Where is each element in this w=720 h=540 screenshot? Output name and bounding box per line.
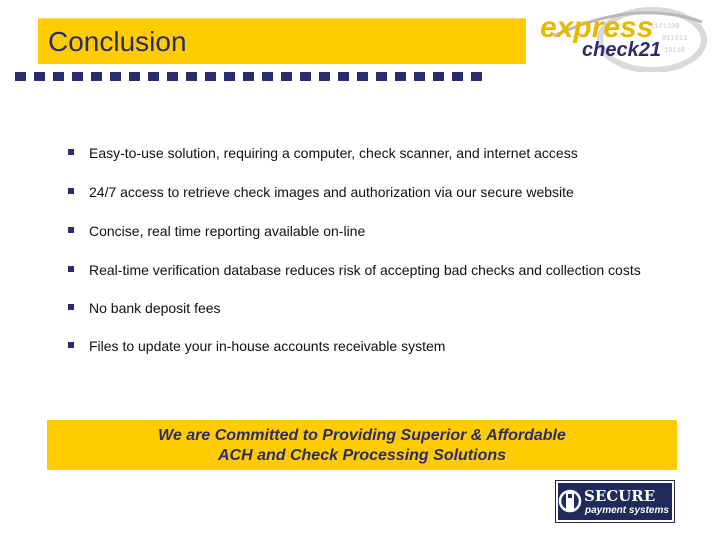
express-check21-logo (534, 6, 710, 72)
square-bullet-icon (68, 304, 74, 310)
svg-text:011011: 011011 (662, 35, 688, 43)
list-item: 24/7 access to retrieve check images and authorization via our secure website (68, 183, 688, 201)
commitment-banner (47, 420, 677, 470)
commitment-line-1: We are Committed to Providing Superior & Affordable (158, 427, 566, 444)
svg-text:1101100: 1101100 (650, 23, 680, 31)
square-bullet-icon (68, 342, 74, 348)
secure-word: SECURE (584, 487, 656, 505)
title-banner (38, 18, 526, 64)
express-word: express (540, 11, 654, 44)
check21-word: check21 (582, 39, 661, 61)
slide-title: Conclusion (48, 26, 187, 57)
square-bullet-icon (68, 149, 74, 155)
bullet-list (68, 144, 688, 355)
commitment-line-2: ACH and Check Processing Solutions (217, 447, 507, 464)
square-bullet-icon (68, 266, 74, 272)
svg-text:10110: 10110 (664, 47, 686, 55)
list-item: Real-time verification database reduces risk of accepting bad checks and collection costs (68, 261, 688, 279)
list-item: Easy-to-use solution, requiring a computer, check scanner, and internet access (68, 144, 688, 162)
list-item: Concise, real time reporting available on-line (68, 222, 688, 240)
square-divider (15, 72, 500, 81)
list-item: Files to update your in-house accounts receivable system (68, 337, 688, 355)
square-bullet-icon (68, 227, 74, 233)
secure-payment-systems-logo (556, 481, 674, 522)
payment-systems-word: payment systems (585, 505, 669, 516)
square-bullet-icon (68, 188, 74, 194)
list-item: No bank deposit fees (68, 299, 688, 317)
